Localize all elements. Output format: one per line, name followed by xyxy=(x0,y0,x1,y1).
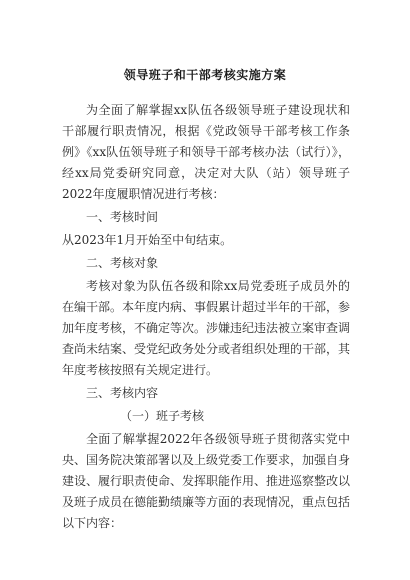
section-heading-targets: 二、考核对象 xyxy=(86,256,159,270)
intro-paragraph: 为全面了解掌握xx队伍各级领导班子建设现状和干部履行职责情况，根据《党政领导干部考核工作条例》《xx队伍领导班子和领导干部考核办法（试行）》，经xx局党委研究同意，决定对大队（站）领导班子2022年度履职情况进行考核： xyxy=(62,103,350,201)
team-assessment-paragraph: 全面了解掌握2022年各级领导班子贯彻落实党中央、国务院决策部署以及上级党委工作要求，加强自身建设、履行职责使命、发挥职能作用、推进巡察整改以及班子成员在德能勤绩廉等方面的表现情况，重点包括以下内容： xyxy=(62,432,351,530)
targets-paragraph: 考核对象为队伍各级和除xx局党委班子成员外的在编干部。本年度内病、事假累计超过半年的干部，参加年度考核，不确定等次。涉嫌违纪违法被立案审查调查尚未结案、受党纪政务处分或者组织处理的干部，其年度考核按照有关规定进行。 xyxy=(62,279,351,377)
document-title: 领导班子和干部考核实施方案 xyxy=(123,68,287,82)
section-heading-time: 一、考核时间 xyxy=(86,210,159,224)
time-paragraph: 从2023年1月开始至中旬结束。 xyxy=(62,233,233,247)
section-heading-content: 三、考核内容 xyxy=(86,386,159,400)
subsection-heading-team: （一）班子考核 xyxy=(120,409,205,423)
document-body xyxy=(62,100,350,536)
